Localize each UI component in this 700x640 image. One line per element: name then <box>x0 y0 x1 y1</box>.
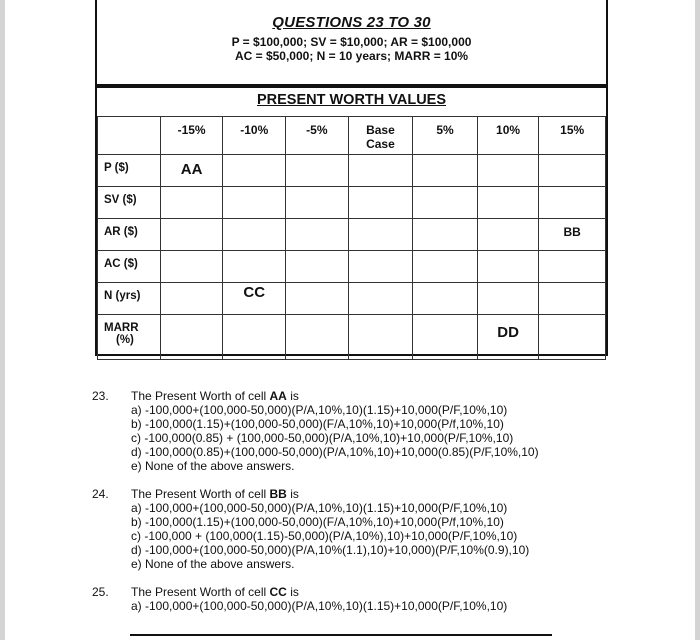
table-cell <box>477 251 539 283</box>
table-cell <box>477 155 539 187</box>
header-blank-cell <box>98 117 161 155</box>
column-header: -5% <box>286 117 349 155</box>
question-number: 23. <box>92 389 109 403</box>
table-cell <box>477 187 539 219</box>
table-cell <box>348 219 413 251</box>
column-header-line: Base <box>366 123 395 137</box>
question-body <box>131 585 612 613</box>
question-24 <box>92 487 612 571</box>
table-cell <box>348 187 413 219</box>
question-number: 25. <box>92 585 109 599</box>
cell-mark-bb: BB <box>563 225 581 239</box>
row-label-line: (%) <box>116 334 134 346</box>
table-row <box>98 283 606 315</box>
stem-text: is <box>286 585 299 599</box>
table-cell <box>286 187 349 219</box>
column-header: 10% <box>477 117 539 155</box>
table-cell <box>539 251 606 283</box>
stem-cell: AA <box>269 389 287 403</box>
table-cell-dd <box>477 315 539 360</box>
option-e: e) None of the above answers. <box>131 557 295 571</box>
present-worth-table <box>97 116 606 360</box>
table-cell <box>160 283 223 315</box>
question-body <box>131 487 612 571</box>
table-cell <box>477 219 539 251</box>
table-cell <box>286 315 349 360</box>
question-number: 24. <box>92 487 109 501</box>
table-cell <box>348 283 413 315</box>
table-cell <box>223 315 286 360</box>
table-cell-aa <box>160 155 223 187</box>
table-cell <box>413 251 478 283</box>
table-row <box>98 315 606 360</box>
option-a: a) -100,000+(100,000-50,000)(P/A,10%,10)(1.15)+10,000(P/F,10%,10) <box>131 501 508 515</box>
bottom-rule <box>130 634 552 636</box>
table-cell <box>413 315 478 360</box>
row-label: SV ($) <box>98 187 161 219</box>
table-cell <box>348 315 413 360</box>
table-cell <box>160 315 223 360</box>
table-cell <box>223 251 286 283</box>
row-label: P ($) <box>98 155 161 187</box>
row-label <box>98 315 161 360</box>
column-header: 15% <box>539 117 606 155</box>
question-23 <box>92 389 612 473</box>
question-list <box>92 389 612 627</box>
table-row <box>98 155 606 187</box>
cell-mark-aa: AA <box>180 161 203 178</box>
table-title: PRESENT WORTH VALUES <box>256 92 447 108</box>
table-cell <box>539 187 606 219</box>
table-cell <box>413 155 478 187</box>
column-header-line: Case <box>366 137 395 151</box>
table-cell <box>223 219 286 251</box>
questions-header-box <box>95 0 608 86</box>
option-b: b) -100,000(1.15)+(100,000-50,000)(F/A,10%,10)+10,000(P/f,10%,10) <box>131 515 504 529</box>
questions-title: QUESTIONS 23 TO 30 <box>272 14 431 31</box>
table-cell-cc <box>223 283 286 315</box>
table-row <box>98 187 606 219</box>
table-cell <box>160 219 223 251</box>
stem-text: is <box>286 389 299 403</box>
table-cell <box>286 283 349 315</box>
option-e: e) None of the above answers. <box>131 459 295 473</box>
row-label: AR ($) <box>98 219 161 251</box>
row-label: N (yrs) <box>98 283 161 315</box>
option-c: c) -100,000(0.85) + (100,000-50,000)(P/A,10%,10)+10,000(P/F,10%,10) <box>131 431 514 445</box>
table-row <box>98 219 606 251</box>
table-cell <box>539 155 606 187</box>
table-cell <box>477 283 539 315</box>
table-cell <box>539 283 606 315</box>
table-cell <box>286 251 349 283</box>
table-cell <box>413 283 478 315</box>
column-header: -10% <box>223 117 286 155</box>
table-cell <box>348 251 413 283</box>
parameters-line-1: P = $100,000; SV = $10,000; AR = $100,000 <box>231 35 472 49</box>
table-cell <box>160 187 223 219</box>
table-cell-bb <box>539 219 606 251</box>
stem-text: The Present Worth of cell <box>131 389 270 403</box>
stem-text: The Present Worth of cell <box>131 487 270 501</box>
question-stem <box>131 585 612 599</box>
question-stem <box>131 487 612 501</box>
parameters-line-2: AC = $50,000; N = 10 years; MARR = 10% <box>234 49 469 63</box>
option-c: c) -100,000 + (100,000(1.15)-50,000)(P/A,10%),10)+10,000(P/F,10%,10) <box>131 529 518 543</box>
question-body <box>131 389 612 473</box>
page-edge-left <box>0 0 5 640</box>
table-cell <box>223 155 286 187</box>
table-cell <box>413 219 478 251</box>
option-b: b) -100,000(1.15)+(100,000-50,000)(F/A,10%,10)+10,000(P/f,10%,10) <box>131 417 504 431</box>
stem-cell: BB <box>269 487 287 501</box>
option-d: d) -100,000(0.85)+(100,000-50,000)(P/A,10%,10)+10,000(0.85)(P/F,10%,10) <box>131 445 539 459</box>
table-cell <box>223 187 286 219</box>
table-cell <box>286 155 349 187</box>
option-a: a) -100,000+(100,000-50,000)(P/A,10%,10)(1.15)+10,000(P/F,10%,10) <box>131 599 508 613</box>
question-stem <box>131 389 612 403</box>
column-header: 5% <box>413 117 478 155</box>
given-parameters <box>97 35 606 63</box>
table-cell <box>160 251 223 283</box>
table-cell <box>413 187 478 219</box>
present-worth-table-box <box>95 86 608 356</box>
option-d: d) -100,000+(100,000-50,000)(P/A,10%(1.1),10)+10,000)(P/F,10%(0.9),10) <box>131 543 530 557</box>
table-row <box>98 251 606 283</box>
stem-cell: CC <box>269 585 287 599</box>
question-25 <box>92 585 612 613</box>
cell-mark-dd: DD <box>497 324 519 341</box>
table-cell <box>286 219 349 251</box>
table-cell <box>348 155 413 187</box>
column-header: -15% <box>160 117 223 155</box>
stem-text: The Present Worth of cell <box>131 585 270 599</box>
cell-mark-cc: CC <box>243 284 266 301</box>
option-a: a) -100,000+(100,000-50,000)(P/A,10%,10)(1.15)+10,000(P/F,10%,10) <box>131 403 508 417</box>
stem-text: is <box>286 487 299 501</box>
table-cell <box>539 315 606 360</box>
column-header <box>348 117 413 155</box>
table-header-row <box>98 117 606 155</box>
row-label: AC ($) <box>98 251 161 283</box>
row-label-line: MARR <box>104 322 139 334</box>
page-edge-right <box>695 0 700 640</box>
